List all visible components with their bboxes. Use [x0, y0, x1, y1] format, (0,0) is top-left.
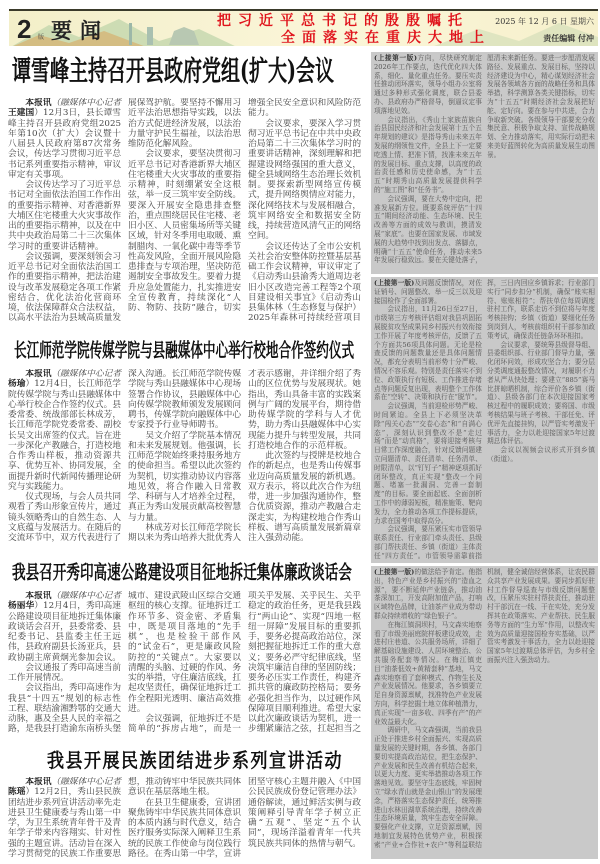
- byline-reporter: 杨丽华: [8, 601, 35, 612]
- continued-paragraph: 会议指出，《秀山土家族苗族自治县国民经济和社会发展第十五个五年规划的建议》是指导秀山未来五年发展的纲领性文件，全县上下一定要吃透上情、把准下情，找准未来五年的发展目标、重点支撑，以高度的政治责任感和历史使命感，为“十五五”时期秀山高质量发展提供科学的“施工图”和“任务书”。: [374, 115, 482, 194]
- article-paragraph: 会议传达学习了习近平总书记对全面依法治国工作作出的重要指示精神、对香港新界大埔区住宅楼重大火灾事故作出的重要指示精神，以及在中共中央政治局第二十三次集体学习时的重要讲话精神。: [8, 180, 121, 252]
- paragraph-text: 的做法给予肯定。他指出，特色产业是乡村振兴的“造血之源”，要不断延伸产业链条，推动油茶深加工，开发高附加值产品，打响区域特色品牌，让油茶产业成为带动群众持续增收的“绿色银子”。: [374, 568, 483, 620]
- continued-box: [371, 52, 598, 274]
- byline-source: （融媒体中心记者: [51, 369, 122, 379]
- byline-label: 本报讯: [25, 591, 52, 601]
- continued-paragraph: 会议指出，11月26日至27日，市级第三方考核评估组对我县巩固拓展脱贫攻坚成果同乡村振兴有效衔接工作开展了年度考核评估，反馈了五个方面共56项具体问题。无论是检查反馈的问题数量还是具体问题情况，都充分表明当前形势十分严峻、情况不容乐观。特别是责任落实不到位、政策执行有短板、工作推进存堵点等问题反复出现，表明整个工作体系在“空转”、决策和执行在“脱节”。: [374, 305, 482, 402]
- byline-label: 本报讯: [25, 369, 52, 379]
- byline-source: （融媒体中心记者: [51, 777, 122, 787]
- masthead-banner: [9, 9, 598, 46]
- article-headline: 我县召开秀印高速公路建设项目征地拆迁集体廉政谈话会: [12, 561, 352, 584]
- paragraph-text: 方向，尽快研究制定2026年工作要点，迭代优化四大体系，细化、量化重点任务。要压实责任推动闭环落实，领导小组办公室将通过多种形式强化调度，联合县委办、县政府办严格督导，倒逼议定事项落地见效。: [374, 54, 482, 115]
- continued-paragraph: 会议强调，要在大势中定向，把准发展新方位。既要系统评估“十四五”期间经济动能、生态环境、民生改善等方面的成效与教训，摸清发展“家底”。也要在国家发展、市域发展的大趋势中找到出发点、落脚点，明确“十五五”使命任务，推动未来5年发展行稳致远。要在关键处落子，厘清未来新任务。要进一步厘清发展路径、发展重点、发展目标，坚持以经济建设为中心，精心谋划经济社会发展各领域各方面的战略任务和具体举措，科学测算各类关键指标，切实为“十五五”时期经济社会发展把好舵、定好向。要在参与中共进，合力争取新突破。各级领导干部要充分收集民意、积极争取支持、宣传战略规划、全力推动落实，用实际行动把未来美好蓝图转化为高质量发展生动图景。: [374, 54, 595, 265]
- continued-paragraph: 会议强调，要压紧压实市管领导联系责任、行业部门牵头责任、县级部门帮扶责任、乡镇（街道）主体责任“四方责任”。市管领导需靠前指挥，三日内回应乡镇诉求；行业部门实行“同步扣分”机制，确保“账实相符、账账相符”；帮扶单位每周调度驻村工作，联系走访不到位将与年度考核挂钩；乡镇（街道）要细化任务到岗到人，考核前组织村干部参加政策考试，确保责任链条环环相扣。: [374, 279, 595, 560]
- article-paragraph: 会议要求，要深入学习贯彻习近平总书记在中共中央政治局第二十三次集体学习时的重要讲话精神，深刻理解和把握建设网络强国的重大意义，健全县域网络生态治理长效机制。要探索新型网络宣传模式，提升网络舆情应对能力，深化网络技术与发展相融合，筑牢网络安全和数据安全防线，持续营造风清气正的网络空间。: [248, 118, 361, 242]
- article-paragraph: 会议指出，秀印高速作为我县“十四五”规划的标志性工程、联结渝湘黔鄂的交通大动脉，惠及全县人民的幸福之路，是我县打造渝东南桥头堡城市、建设武陵山区综合交通枢纽的核心支撑。征地拆迁工作环节多、资金密、矛盾集中，既是项目落地的“先手棋”，也是检验干部作风的“试金石”，更是廉政风险防控的“关键点”。大家要以清醒的头脑、过硬的作风、务实的举措，守住廉洁底线，扛起攻坚责任，确保征地拆迁工作全程阳光透明、廉洁高效推进。: [8, 591, 241, 735]
- article-paragraph: 会议还传达了全市公安机关社会治安整体防控暨基层基础工作会议精神，审议审定了《启动秀山县渝秀大道周边老旧小区改造完善工程等2个项目建设相关事宜》《启动秀山县集体林（生态修复与保护）2025年森林可持续经营项目: [248, 241, 361, 324]
- continued-paragraph: 会议以视频会议形式开到乡镇（街道）。: [487, 446, 595, 463]
- slogan-line-1: 把习近平总书记的殷殷嘱托: [217, 13, 469, 29]
- page-number: 2: [17, 14, 32, 44]
- article-headline: 谭雪峰主持召开县政府党组(扩大)会议: [12, 55, 334, 88]
- continued-paragraph: [374, 279, 482, 305]
- slogan-line-2: 全面落实在重庆大地上: [281, 30, 491, 46]
- continued-paragraph: [374, 54, 482, 116]
- issue-date: 2025 年 12 月 6 日 星期六: [495, 17, 594, 26]
- article-paragraph: [8, 369, 121, 492]
- article-headline: 长江师范学院传媒学院与县融媒体中心举行校地合作签约仪式: [14, 338, 355, 361]
- continued-label: (上接第一版): [374, 54, 417, 62]
- article-paragraph: [8, 591, 121, 663]
- continued-label: (上接第一版): [374, 279, 415, 287]
- byline-reporter: 王建国: [8, 108, 35, 119]
- byline-reporter: 杨瑜: [8, 379, 26, 390]
- article-body: [8, 369, 361, 549]
- continued-paragraph: [374, 568, 482, 621]
- section-title: 要闻: [51, 18, 109, 43]
- article-paragraph: [8, 98, 121, 180]
- byline-label: 本报讯: [25, 777, 52, 787]
- article-body: [8, 777, 361, 861]
- article-paragraph: 林成芳对长江师范学院长期以来为秀山培养大批优秀人才表示感谢，并详细介绍了秀山的区位优势与发展现状。她指出，秀山具备丰富的实践案例与广阔的发展平台，期待借助传媒学院的学科与人才优势，助力秀山县融媒体中心实现能力提升与转型发展，共同打造校地合作的示范样板。: [128, 369, 361, 543]
- article-body: [8, 591, 361, 741]
- article-paragraph: 会议强调，要深刻领会习近平总书记对全面依法治国工作的重要指示精神，把法治建设与改革发展稳定各项工作紧密结合，优化法治化营商环境，依法保障群众合法权益，以高水平法治为县域高质量发展保驾护航。要坚持不懈用习近平法治思想指导实践，以法治方式促进经济发展，以法治力量守护民生福祉，以法治思维防范化解风险。: [8, 98, 241, 324]
- paragraph-text: ）12月3日，县长谭雪峰主持召开县政府党组2025年第10次（扩大）会议暨十八届县人民政府第87次常务会议，传达学习贯彻习近平总书记系列重要指示精神，审议审定有关事项。: [8, 108, 121, 180]
- article-headline: 我县开展民族团结进步系列宣讲活动: [47, 749, 343, 773]
- byline-label: 本报讯: [25, 98, 52, 108]
- byline-source: （融媒体中心记者: [51, 591, 122, 601]
- byline-reporter: 陈瑶: [8, 787, 26, 798]
- article-paragraph: 在县卫生健康委，宣讲团聚焦铸牢中华民族共同体意识的本质内涵与时代意义，结合医疗服务实际深入阐释卫生系统的民族工作使命与岗位践行路径。在秀山第一中学，宣讲团坚守核心主题并融入《中国公民民族成份登记管理办法》通俗解读，通过鲜活实例与政策阐释引导青年学子树立正确“五观”、坚定“五个认同”，现场洋溢着青年一代共筑民族共同体的热情与朝气。: [128, 777, 361, 859]
- page-suffix: 版: [38, 34, 45, 41]
- article-body: [8, 98, 361, 324]
- continued-paragraph: 会议要求，要统筹县级督导组、县委组织部、行业部门督导力量，强化闭环问效，形成攻坚合力；要分层分类调度通报整改情况，对履职不力者从严从快处理；要建立“885”赛马比拼晾晒机制，综合评价各乡镇（街道）、县级各部门在本次迎接国家考核过程中的履职成效；要将国、市级考核结果与班子考核、干部任免、评优评先直接挂钩，以严管实考激发干事活力，全力以赴迎接国家5年过渡期总体评估。: [487, 340, 595, 446]
- paragraph-text: ）12月2日，秀山县民族团结进步系列宣讲活动率先走进县卫生健康委与秀山第一中学，为卫生系统青年骨干及青年学子带来内容翔实、针对性强的主题宣讲。活动旨在深入学习贯彻党的民族工作重要思想，推动铸牢中华民族共同体意识在基层落地生根。: [8, 777, 241, 859]
- editor-credit: 责任编辑 付冲: [543, 33, 594, 43]
- article-paragraph: 此次签约与授牌是校地合作的新起点，也是秀山传媒事业迈向高质量发展的新机遇。双方表示，将以此次合作为纽带，进一步加强沟通协作，整合优质资源，推动产教融合走深走实，为构建校地合作秀山样板、谱写高质量发展新篇章注入强劲动能。: [248, 451, 361, 543]
- continued-paragraph: 在梅江镇洞坝村，马文森实地察看了市级美丽庭院样板建设成效，走进村庄巷道、公共服务场所，详细了解基础设施建设、人居环境整治、公共服务配套等情况。在梅江镇吏目“油茶低效+黄精套种”基地，马文森实地察看了套种模式、作物生长及产业发展情况。他要求，各乡镇要立足自身资源禀赋，找准特色产业发展方向，科学挖掘土地立体种植潜力，真正实现“一亩多收、四季有产”的产业效益最大化。: [374, 620, 482, 726]
- article-paragraph: 仪式现场，与会人员共同观看了秀山形象宣传片，通过镜头领略秀山的自然生态、人文底蕴与发展活力。在随后的交流环节中，双方代表进行了深入沟通。长江师范学院传媒学院与秀山县融媒体中心现场签署合作协议，县融媒体中心向传媒学院教师颁发发展顾问聘书，传媒学院向融媒体中心专家授予行业导师聘书。: [8, 369, 241, 543]
- continued-box: [371, 566, 598, 859]
- continued-paragraph: 会议强调，当前迎检形势严峻、时间紧迫。全县上下必须坚决革除“闯关心态”“交卷心态”和“自满心态”，深刻认识到整改不是“走过场”而是“动真格”，要将迎接考核与日常工作深度融合，针对反馈问题建立问题清单、责任清单、任务清单、时限清单，以“钉钉子”精神逐项抓好闭环整改，真正实现“整改一个问题、堵塞一批漏洞、完善一套制度”的目标。要全面起底、全面剖析工作中的薄弱短板，精准施策、靶向发力，全力推动各项工作提标提质，力求在国考中取得高分。: [374, 402, 482, 525]
- article-paragraph: 吴文介绍了学院基本情况和未来发展规划。他强调，长江师范学院始终秉持服务地方的使命担当。希望以此次签约为契机，切实推动协议内容落地见效，将合作融入日常教学、科研与人才培养全过程，真正为秀山发展贡献高校智慧与力量。: [128, 430, 241, 523]
- paragraph-text: ）12月4日，长江师范学院传媒学院与秀山县融媒体中心举行校企合作签约仪式。县委常委、统战部部长林成芳，长江师范学院党委常委、副校长吴文出席签约仪式。旨在进一步深化产教融合，打造校地合作秀山样板，推动资源共享、优势互补、协同发展，全面提升新时代新闻传播理论研究与实践能力。: [8, 379, 121, 492]
- continued-box: [371, 277, 598, 563]
- article-paragraph: 会议通报了秀印高速当前工作开展情况。: [8, 662, 121, 683]
- article-paragraph: 会议要求，要坚决贯彻习近平总书记对香港新界大埔区住宅楼重大火灾事故的重要指示精神，时刻绷紧安全这根弦，举一反三筑牢安全防线。要深入开展安全隐患排查整治，重点围绕居民住宅楼、老旧小区、人员密集场所等关键区域，针对冬季用电取暖、熏制腊肉、一氧化碳中毒等季节性高发风险，全面开展风险隐患排查与专项治理，坚决防范遏制安全事故发生。要着力提升应急处置能力，扎实推进安全宣传教育，持续深化“人防、物防、技防”融合，切实增强全民安全意识和风险防范能力。: [128, 98, 361, 313]
- paragraph-text: 及问题反馈情况，对佐证销号、问题整改、举一反三以及迎接国检作了全面部署。: [374, 279, 483, 305]
- continued-paragraph: 调研中，马文森强调，当前我县正处于推进乡村全面振兴、实现高质量发展的关键时期，各乡镇、各部门要切实提高政治站位，把生态保护、产业发展和民生改善有机结合起来，以更大力度、更实举措推动各项工作落地见效。要坚守生态底线，牢固树立“绿水青山就是金山银山”的发展理念，严格落实生态保护责任，统筹推进山水林田湖草系统治理，持续改善生态环境质量，筑牢生态安全屏障。要强化产业支撑，立足资源禀赋，因地制宜发展特色优势产业，积极探索“产业+合作社+农户”等利益联结机制，健全诚信经营体系，让农民群众共享产业发展成果。要同步抓好驻村工作督导巡查与市级反馈问题整改，压紧压实驻村帮扶责任，推动驻村干部沉在一线、干在实处，充分发挥其在政策落实、产业帮扶、民生服务等方面的“生力军”作用，以整改实效为高质量迎接国检夯实基础，以严管实考激发干事活力，全力以赴迎接国家5年过渡期总体评估，为乡村全面振兴注入强劲动力。: [374, 568, 595, 849]
- paragraph-text: ）12月4日，秀印高速公路建设项目征地拆迁集体廉政谈话会召开，县委常委、县纪委书记、县监委主任王远伟，县政府副县长汤亚兵，县政协副主席黄炯光参加会议。: [8, 601, 121, 663]
- byline-source: （融媒体中心记者: [51, 98, 122, 108]
- article-paragraph: 会议强调，征地拆迁不是简单的“拆房占地”，而是一项关乎发展、关乎民生、关乎稳定的政治任务，更是我县践行“两山论”、实现“四地一枢纽一屏障”发展目标的重要抓手，要务必提高政治站位，深刻把握征地拆迁工作的重大意义；要务必严守纪律底线，坚决筑牢廉洁自律的坚固防线；要务必压实工作责任，构建齐抓共管的廉政防控格局；要务必强化担当作为，以过硬作风保障项目顺利推进。希望大家以此次廉政谈话为契机，进一步绷紧廉洁之弦，扛起担当之: [128, 591, 361, 735]
- continued-label: (上接第一版): [374, 568, 415, 576]
